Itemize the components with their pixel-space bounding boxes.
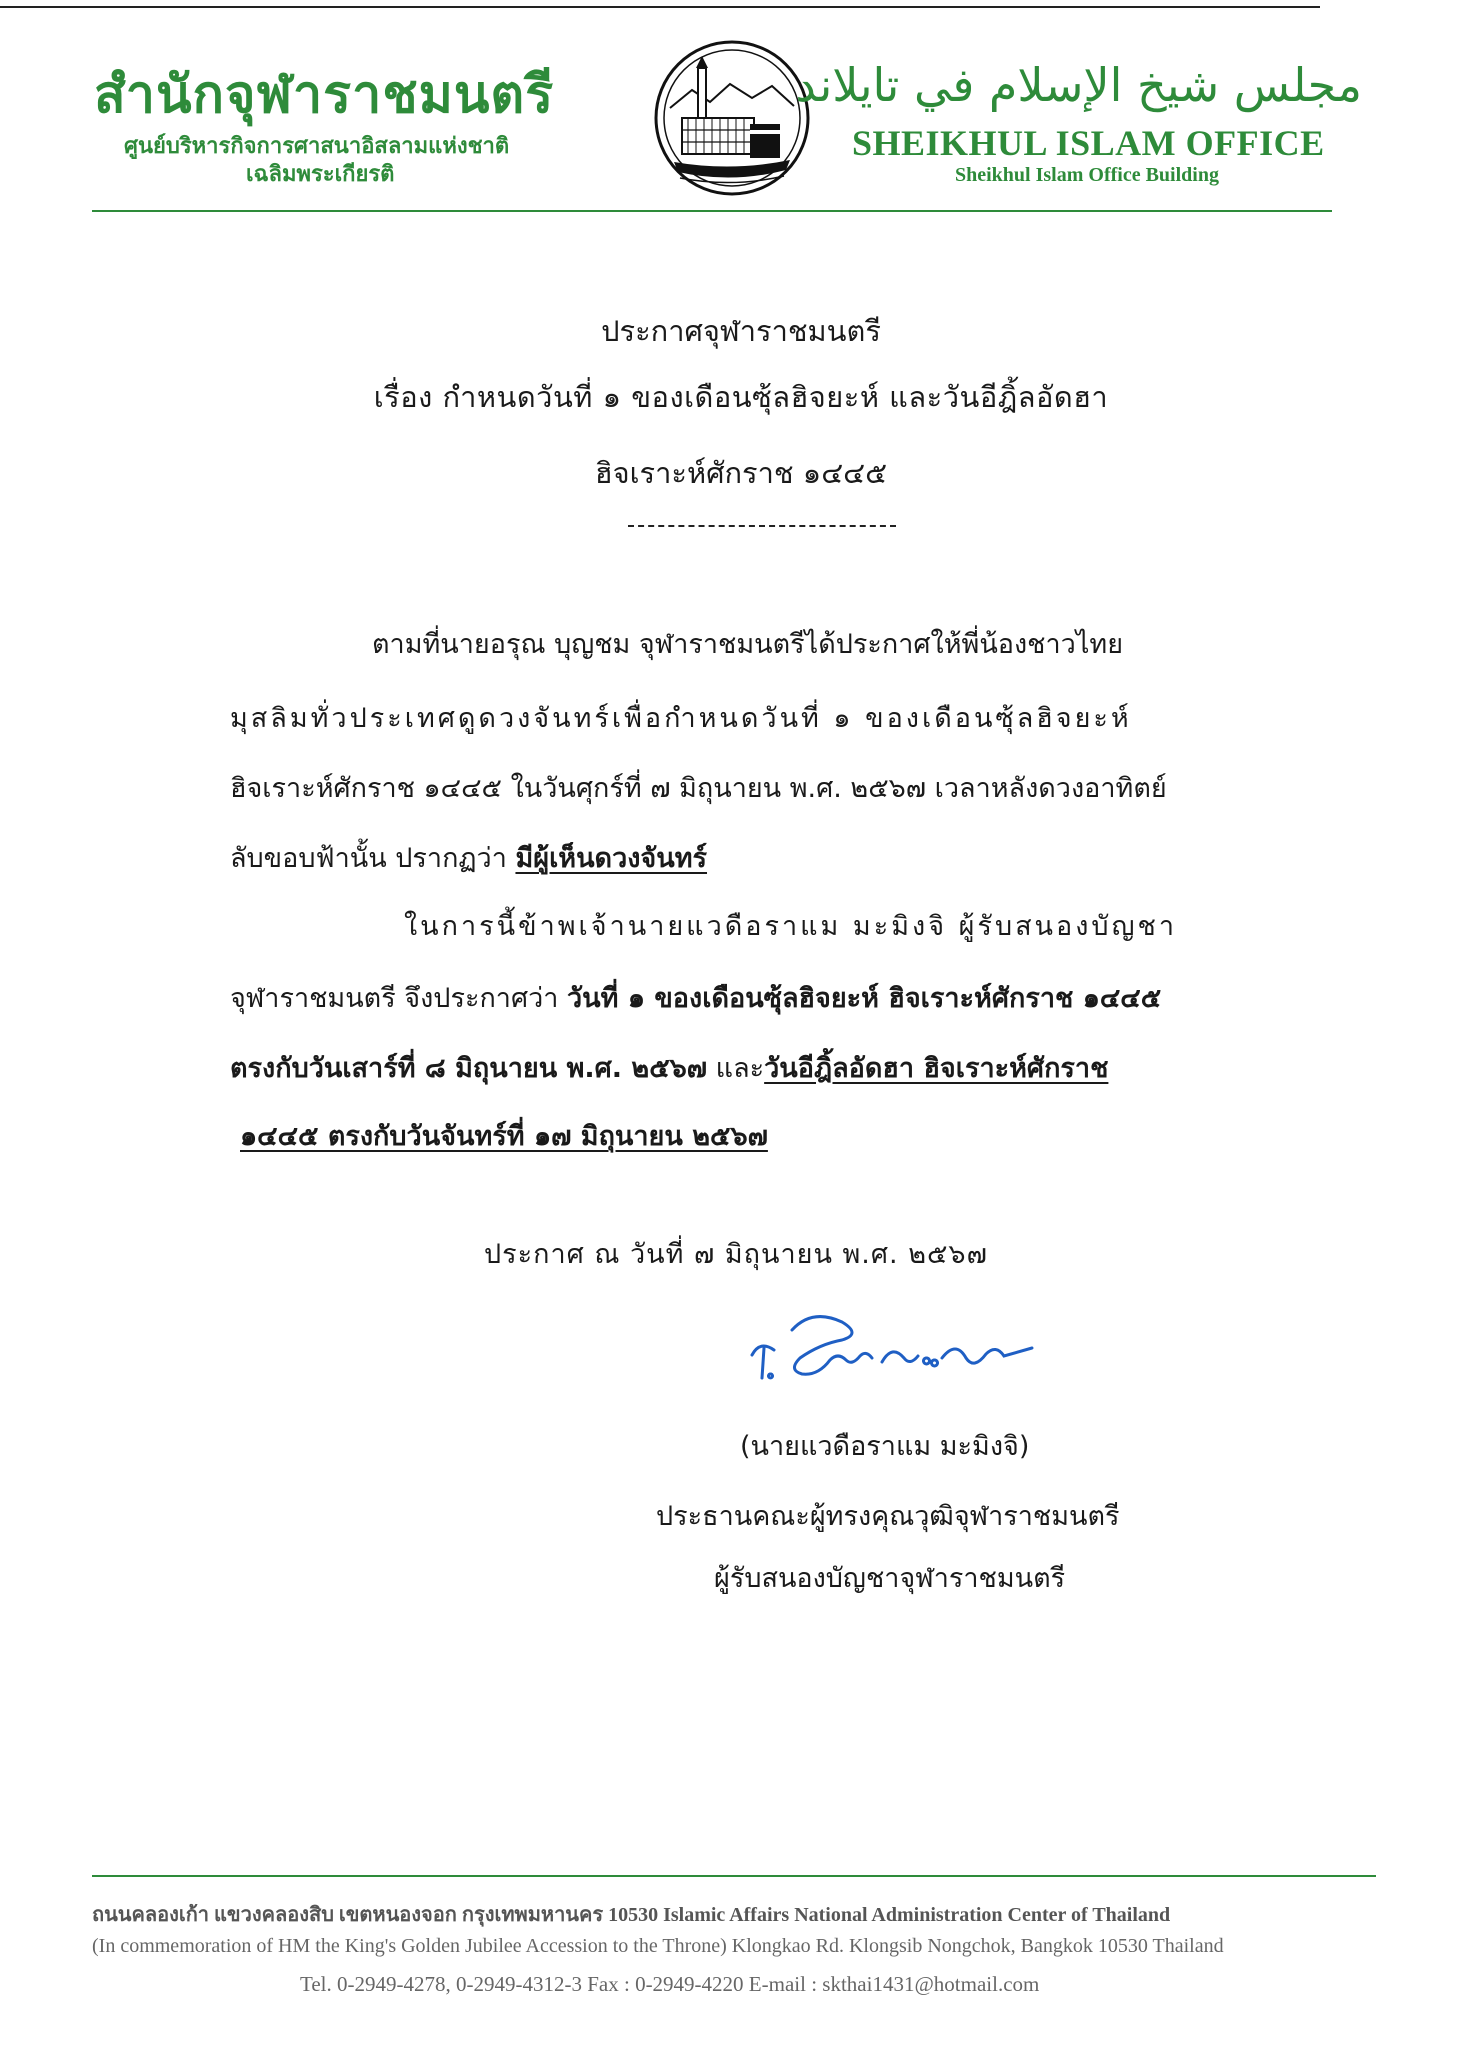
announcement-title: ประกาศจุฬาราชมนตรี xyxy=(601,314,881,348)
eid-emphasis: วันอีฎิ้ลอัดฮา ฮิจเราะห์ศักราช xyxy=(764,1053,1109,1084)
signatory-position-2: ผู้รับสนองบัญชาจุฬาราชมนตรี xyxy=(714,1563,1066,1594)
signatory-name: (นายแวดือราแม มะมิงจิ) xyxy=(740,1431,1030,1462)
body-line-2: มุสลิมทั่วประเทศดูดวงจันทร์เพื่อกำหนดวันที่ ๑ ของเดือนซุ้ลฮิจยะห์ xyxy=(230,703,1132,734)
body-line-7-conjunction: และ xyxy=(707,1053,765,1084)
footer-contact: Tel. 0-2949-4278, 0-2949-4312-3 Fax : 0-2949-4220 E-mail : skthai1431@hotmail.com xyxy=(300,1972,1040,1996)
body-line-4-text: ลับขอบฟ้านั้น ปรากฏว่า xyxy=(230,843,516,874)
body-line-8 xyxy=(240,1114,768,1157)
body-line-7 xyxy=(230,1046,1108,1089)
signatory-position-1: ประธานคณะผู้ทรงคุณวุฒิจุฬาราชมนตรี xyxy=(656,1501,1120,1532)
body-line-4 xyxy=(230,836,707,879)
org-name-thai: สำนักจุฬาราชมนตรี xyxy=(94,65,555,125)
first-day-emphasis: วันที่ ๑ ของเดือนซุ้ลฮิจยะห์ ฮิจเราะห์ศักราช ๑๔๔๕ xyxy=(567,983,1162,1014)
org-subtitle-english: Sheikhul Islam Office Building xyxy=(955,164,1219,186)
letterhead xyxy=(0,0,1482,220)
org-name-english: SHEIKHUL ISLAM OFFICE xyxy=(852,123,1325,163)
footer-address: ถนนคลองเก้า แขวงคลองสิบ เขตหนองจอก กรุงเทพมหานคร 10530 Islamic Affairs National Administration Center of Thailand xyxy=(92,1904,1171,1926)
body-line-6 xyxy=(230,976,1161,1019)
body-line-3: ฮิจเราะห์ศักราช ๑๔๔๕ ในวันศุกร์ที่ ๗ มิถุนายน พ.ศ. ๒๕๖๗ เวลาหลังดวงอาทิตย์ xyxy=(230,773,1167,804)
announcement-subject: เรื่อง กำหนดวันที่ ๑ ของเดือนซุ้ลฮิจยะห์ และวันอีฎิ้ลอัดฮา xyxy=(373,380,1109,414)
footer-divider xyxy=(92,1875,1376,1877)
body-line-1: ตามที่นายอรุณ บุญชม จุฬาราชมนตรีได้ประกาศให้พี่น้องชาวไทย xyxy=(372,629,1124,660)
org-subtitle-thai-2: เฉลิมพระเกียรติ xyxy=(246,162,395,187)
handwritten-signature xyxy=(742,1300,1042,1410)
saturday-date-emphasis: ตรงกับวันเสาร์ที่ ๘ มิถุนายน พ.ศ. ๒๕๖๗ xyxy=(230,1053,708,1084)
org-name-arabic: مجلس شيخ الإسلام في تايلاند xyxy=(795,58,1362,112)
office-seal-emblem xyxy=(652,38,812,198)
moon-sighted-emphasis: มีผู้เห็นดวงจันทร์ xyxy=(515,843,708,874)
body-line-5: ในการนี้ข้าพเจ้านายแวดือราแม มะมิงจิ ผู้รับสนองบัญชา xyxy=(404,911,1178,942)
eid-date-emphasis: ๑๔๔๕ ตรงกับวันจันทร์ที่ ๑๗ มิถุนายน ๒๕๖๗ xyxy=(240,1121,768,1152)
announcement-year: ฮิจเราะห์ศักราช ๑๔๔๕ xyxy=(594,456,888,490)
title-separator xyxy=(628,525,896,527)
footer-commemoration: (In commemoration of HM the King's Golden Jubilee Accession to the Throne) Klongkao Rd. Klongsib Nongchok, Bangkok 10530 Thailand xyxy=(92,1935,1224,1957)
announcement-date: ประกาศ ณ วันที่ ๗ มิถุนายน พ.ศ. ๒๕๖๗ xyxy=(484,1239,988,1270)
body-line-6-text: จุฬาราชมนตรี จึงประกาศว่า xyxy=(230,983,567,1014)
header-divider xyxy=(92,210,1332,212)
org-subtitle-thai-1: ศูนย์บริหารกิจการศาสนาอิสลามแห่งชาติ xyxy=(124,134,510,159)
